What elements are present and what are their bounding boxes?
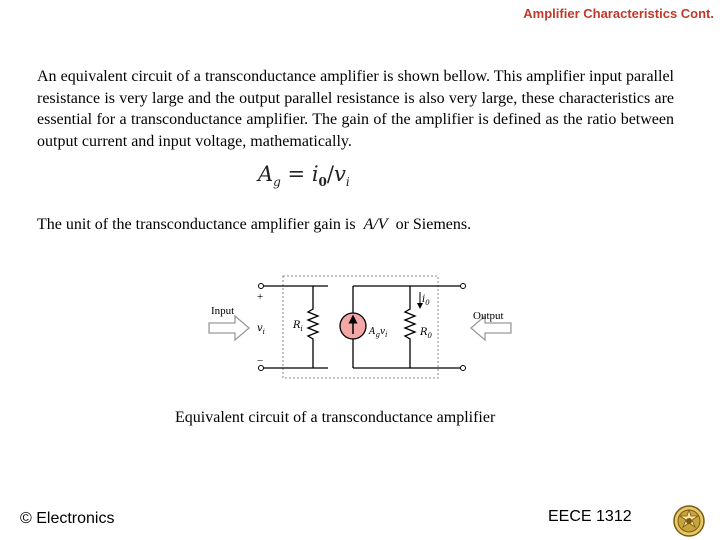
formula-lhs-sub: g xyxy=(273,175,281,190)
university-seal-icon xyxy=(672,504,706,538)
source-label xyxy=(368,327,387,339)
unit-value: A/V xyxy=(363,216,388,233)
unit-prefix: The unit of the transconductance amplifier gain is xyxy=(37,216,356,233)
circuit-caption: Equivalent circuit of a transconductance amplifier xyxy=(175,409,496,426)
agv-main: v xyxy=(379,327,386,337)
input-label: Input xyxy=(211,305,235,317)
ro-main: R xyxy=(420,327,428,338)
output-label: Output xyxy=(473,310,504,322)
formula-slash: / xyxy=(326,162,334,186)
vi-main: v xyxy=(257,323,263,334)
slide-title: Amplifier Characteristics Cont. xyxy=(523,6,714,21)
formula-lhs: A xyxy=(258,162,274,186)
formula-den: v xyxy=(333,162,346,186)
formula-num-sub: 0 xyxy=(318,175,327,190)
ag-sub: g xyxy=(375,331,380,339)
input-terminal-top xyxy=(259,284,264,289)
plus-sign: + xyxy=(257,291,264,303)
input-resistor-label xyxy=(292,320,303,333)
footer-course-code: EECE 1312 xyxy=(548,508,632,525)
ri-sub: i xyxy=(300,325,303,333)
unit-line xyxy=(37,216,471,234)
vi-sub: i xyxy=(262,328,265,336)
output-terminal-bottom xyxy=(461,366,466,371)
formula-den-sub: i xyxy=(345,175,350,190)
output-resistor-label xyxy=(419,327,433,340)
formula-num: i xyxy=(311,162,319,186)
ro-sub: 0 xyxy=(427,332,432,340)
input-voltage-label xyxy=(257,323,265,336)
footer-copyright: © Electronics xyxy=(20,510,115,527)
unit-suffix: or Siemens. xyxy=(395,216,472,233)
agv-sub: i xyxy=(385,331,388,339)
output-current-label xyxy=(422,294,430,307)
input-resistor xyxy=(308,286,318,368)
input-arrow-icon xyxy=(209,316,249,340)
transconductance-circuit-diagram xyxy=(205,272,515,384)
ri-main: R xyxy=(293,320,301,331)
ag-main: A xyxy=(369,327,376,337)
io-sub: 0 xyxy=(425,299,430,307)
formula-eq: = xyxy=(280,162,312,186)
gain-formula xyxy=(258,162,350,189)
io-main: i xyxy=(422,294,426,305)
output-terminal-top xyxy=(461,284,466,289)
minus-sign: − xyxy=(257,355,264,367)
body-paragraph: An equivalent circuit of a transconductance amplifier is shown bellow. This amplifier input parallel resistance is very large and the output parallel resistance is also very large, these characteristics are essential for a transconductance amplifier. The gain of the amplifier is defined as the ratio between output current and input voltage, mathematically. xyxy=(37,68,674,150)
output-resistor xyxy=(405,286,415,368)
